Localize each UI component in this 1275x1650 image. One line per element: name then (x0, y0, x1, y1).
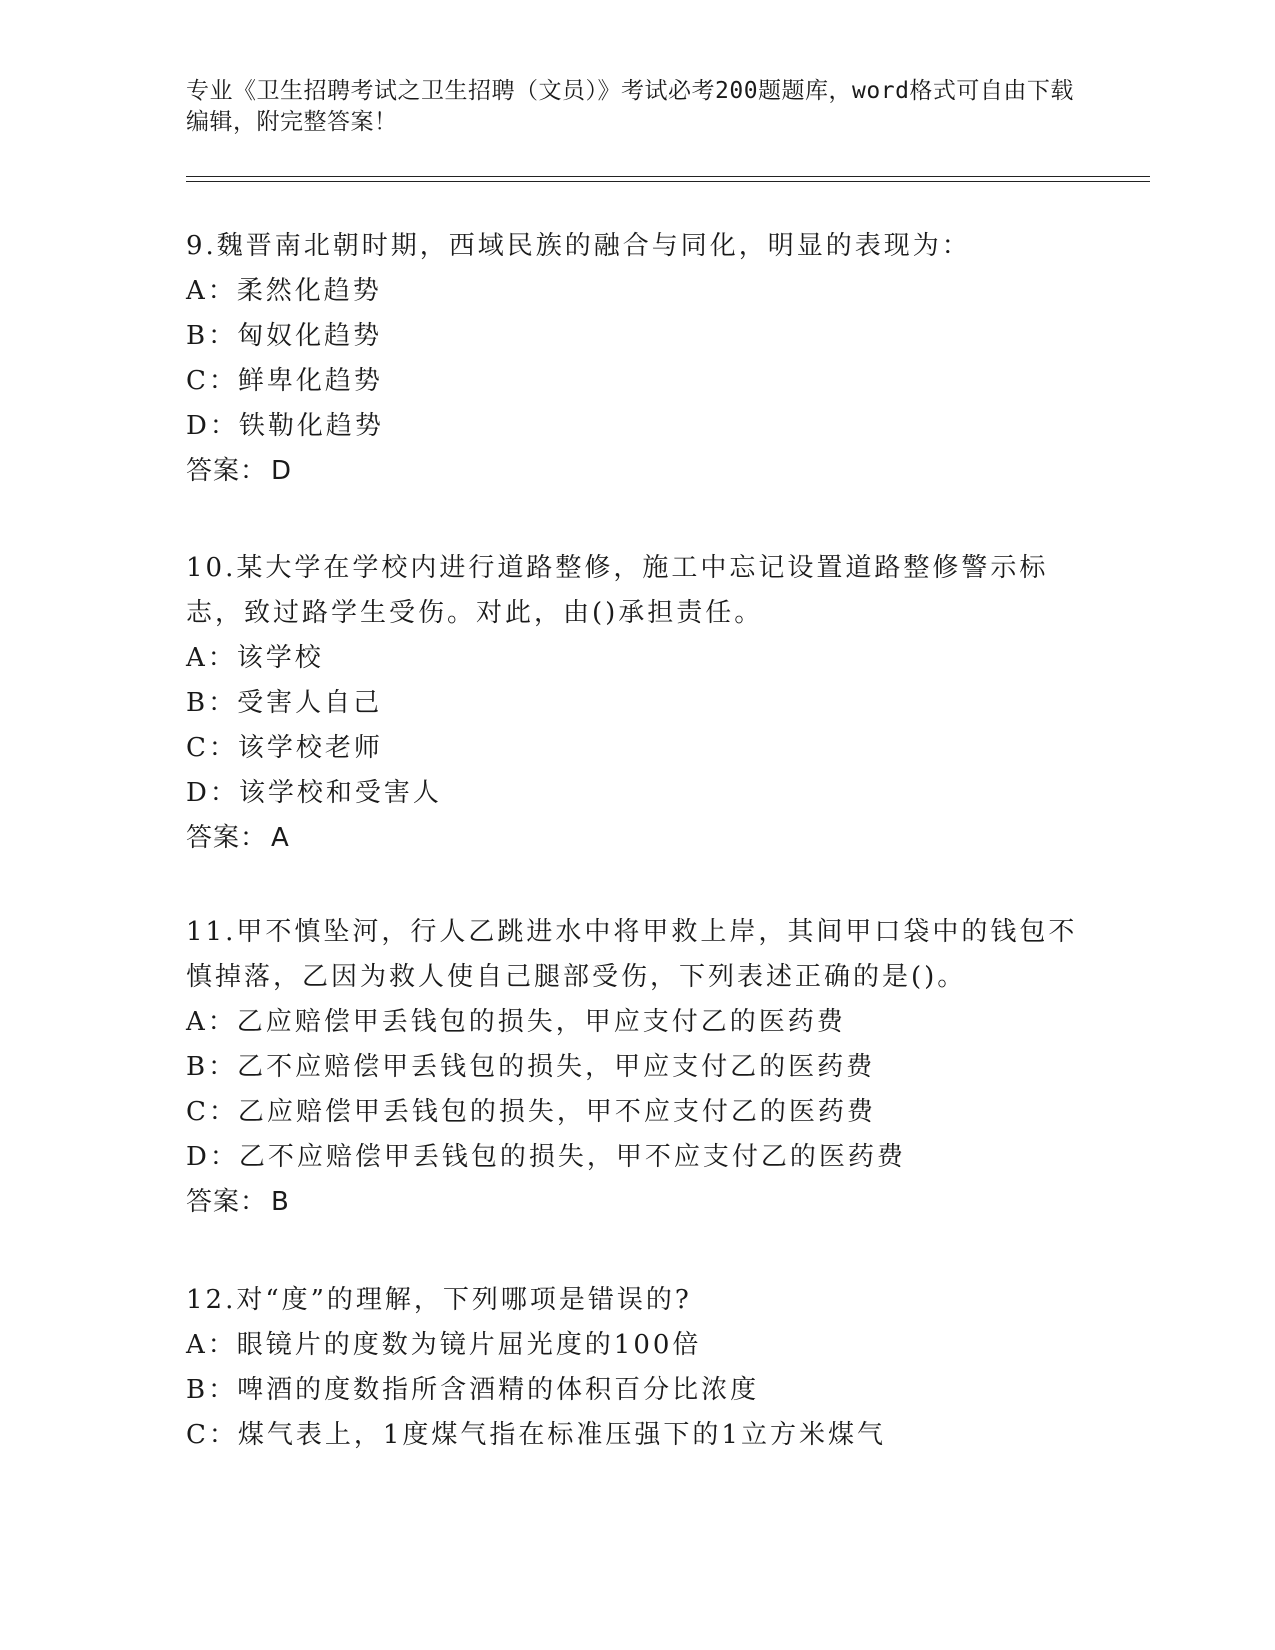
option-d: D：该学校和受害人 (186, 778, 442, 808)
answer-value: D (271, 456, 293, 486)
question-9 (186, 224, 1106, 494)
option-c: C：鲜卑化趋势 (186, 366, 383, 396)
document-header: 专业《卫生招聘考试之卫生招聘（文员）》考试必考200题题库，word格式可自由下载编辑，附完整答案！ (186, 78, 1074, 135)
option-c: C：煤气表上，1度煤气指在标准压强下的1立方米煤气 (186, 1420, 886, 1450)
question-stem: 11.甲不慎坠河，行人乙跳进水中将甲救上岸，其间甲口袋中的钱包不慎掉落，乙因为救人使自己腿部受伤，下列表述正确的是()。 (186, 917, 1078, 992)
answer-value: B (271, 1187, 290, 1217)
option-b: B：受害人自己 (186, 688, 383, 718)
option-b: B：乙不应赔偿甲丢钱包的损失，甲应支付乙的医药费 (186, 1052, 876, 1082)
option-b: B：啤酒的度数指所含酒精的体积百分比浓度 (186, 1375, 760, 1405)
answer-label: 答案： (186, 823, 268, 853)
question-10 (186, 546, 1106, 861)
question-12 (186, 1278, 1106, 1458)
option-d: D：乙不应赔偿甲丢钱包的损失，甲不应支付乙的医药费 (186, 1142, 906, 1172)
option-d: D：铁勒化趋势 (186, 411, 384, 441)
question-11 (186, 910, 1106, 1225)
option-a: A：乙应赔偿甲丢钱包的损失，甲应支付乙的医药费 (186, 1007, 846, 1037)
option-c: C：该学校老师 (186, 733, 383, 763)
answer-line (186, 449, 1106, 494)
option-a: A：该学校 (186, 643, 324, 673)
answer-label: 答案： (186, 456, 268, 486)
answer-line (186, 816, 1106, 861)
option-a: A：柔然化趋势 (186, 276, 382, 306)
option-a: A：眼镜片的度数为镜片屈光度的100倍 (186, 1330, 702, 1360)
answer-label: 答案： (186, 1187, 268, 1217)
header-divider-bottom (186, 181, 1150, 182)
header-divider-top (186, 176, 1150, 177)
question-stem: 9.魏晋南北朝时期，西域民族的融合与同化，明显的表现为： (186, 231, 971, 261)
option-c: C：乙应赔偿甲丢钱包的损失，甲不应支付乙的医药费 (186, 1097, 876, 1127)
question-stem: 10.某大学在学校内进行道路整修，施工中忘记设置道路整修警示标志，致过路学生受伤。对此，由()承担责任。 (186, 553, 1049, 628)
option-b: B：匈奴化趋势 (186, 321, 383, 351)
question-stem: 12.对“度”的理解，下列哪项是错误的? (186, 1285, 692, 1315)
answer-line (186, 1180, 1106, 1225)
answer-value: A (271, 823, 290, 853)
